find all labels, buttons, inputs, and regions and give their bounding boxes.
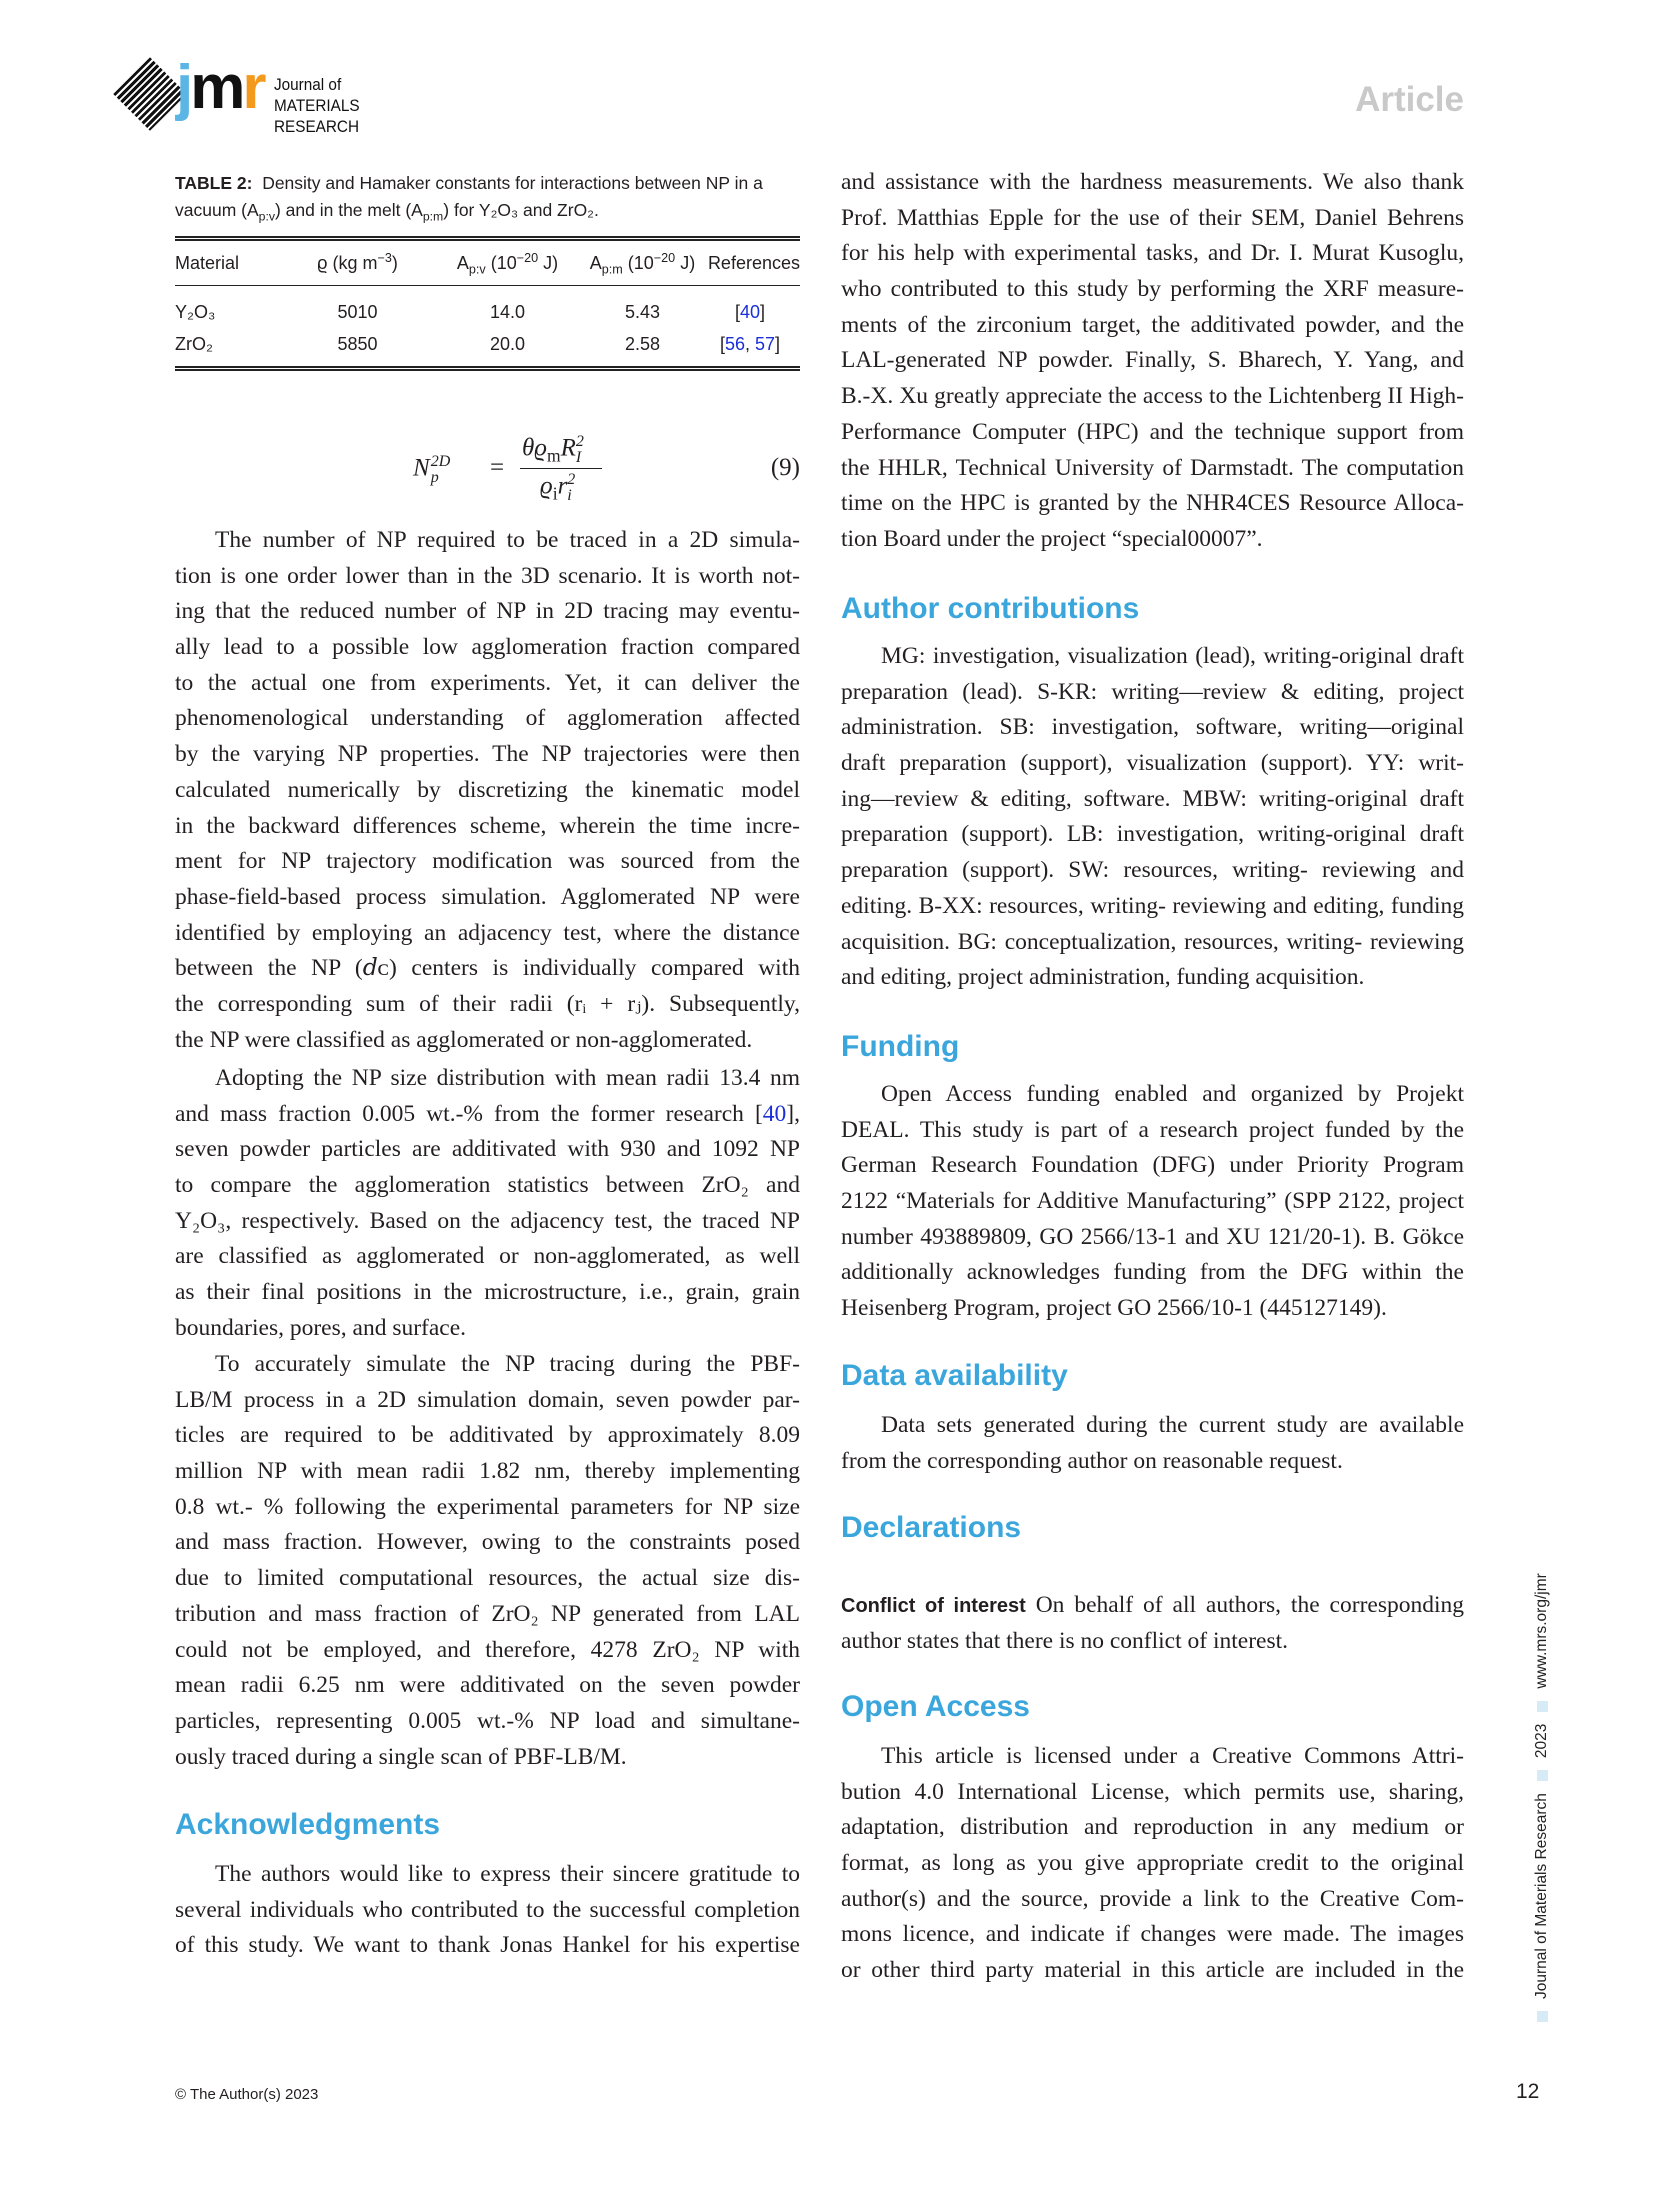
- text-line: and assistance with the hardness measurements. We also thank: [841, 169, 1464, 195]
- logo-m: m: [190, 53, 243, 122]
- text-line: Data sets generated during the current study are available: [881, 1412, 1464, 1438]
- inline-label: Conflict of interest: [841, 1595, 1026, 1617]
- text-line: the HHLR, Technical University of Darmstadt. The computation: [841, 454, 1464, 481]
- table-row: [175, 286, 800, 329]
- eq-sub: m: [546, 445, 561, 466]
- header-text: A: [456, 252, 469, 273]
- logo-jmr: [176, 52, 264, 123]
- paragraph: [175, 1857, 800, 1964]
- cell-apm: 2.58: [624, 333, 661, 354]
- logo-r: r: [242, 53, 264, 122]
- text-line: million NP with mean radii 1.82 nm, thereby implementing: [175, 1458, 800, 1485]
- equation-denominator: [540, 472, 575, 504]
- text-line: by the varying NP properties. The NP trajectories were then: [175, 741, 800, 768]
- text-line: ments of the zirconium target, the additivated powder, and the: [841, 311, 1464, 338]
- text-line: This article is licensed under a Creative Commons Attri-: [881, 1743, 1464, 1769]
- text-line: adaptation, distribution and reproduction in any medium or: [841, 1814, 1464, 1841]
- text-line: and mass fraction. However, owing to the constraints posed: [175, 1529, 800, 1556]
- header-text: J): [675, 252, 696, 273]
- text-line: Adopting the NP size distribution with mean radii 13.4 nm: [215, 1065, 800, 1091]
- text-line: MG: investigation, visualization (lead), writing-original draft: [881, 643, 1464, 669]
- equals-sign: =: [490, 454, 505, 481]
- text-line: preparation (support). SW: resources, writing- reviewing and: [841, 857, 1464, 884]
- caption-text: Density and Hamaker constants for interactions between NP in a vacuum (A: [175, 173, 763, 220]
- header-text: A: [589, 252, 602, 273]
- text-line: ing—review & editing, software. MBW: writing-original draft: [841, 785, 1464, 812]
- cell-apv: 14.0: [489, 301, 526, 322]
- text-line: B.-X. Xu greatly appreciate the access to the Lichtenberg II High-: [841, 383, 1464, 410]
- text-segment: On behalf of all authors, the corresponding: [1025, 1592, 1464, 1618]
- text-line: particles, representing 0.005 wt.-% NP load and simultane-: [175, 1707, 800, 1734]
- header-text: ): [391, 252, 398, 273]
- sidebar-square: [1537, 1701, 1548, 1712]
- section-heading-author-contributions: Author contributions: [841, 592, 1140, 625]
- eq-sup: 2D: [430, 453, 451, 470]
- cell-references: [700, 286, 800, 329]
- eq-sub: p: [430, 469, 439, 486]
- col-references: References: [707, 252, 800, 273]
- text-segment: and mass fraction 0.005 wt.-% from the former research [: [175, 1100, 763, 1127]
- text-line: boundaries, pores, and surface.: [175, 1314, 467, 1341]
- cell-density: 5010: [337, 301, 378, 322]
- eq-symbol: R: [560, 434, 576, 462]
- caption-sub: p:m: [422, 209, 444, 224]
- text-line: preparation (support). LB: investigation, writing-original draft: [841, 821, 1464, 848]
- equation-numerator: [522, 434, 584, 466]
- text-line: phenomenological understanding of agglomeration affected: [175, 705, 800, 732]
- text-line: for his help with experimental tasks, and Dr. I. Murat Kusoglu,: [841, 240, 1464, 267]
- eq-sub: i: [567, 487, 572, 504]
- text-line: ally lead to a possible low agglomeration fraction compared: [175, 634, 800, 661]
- text-line: Prof. Matthias Epple for the use of their SEM, Daniel Behrens: [841, 204, 1464, 231]
- text-line: LB/M process in a 2D simulation domain, seven powder par-: [175, 1386, 800, 1413]
- section-heading-declarations: Declarations: [841, 1511, 1022, 1544]
- cell-apv: 20.0: [489, 333, 526, 354]
- text-line: administration. SB: investigation, software, writing—original: [841, 714, 1464, 741]
- cell-material: ZrO₂: [175, 333, 213, 354]
- paragraph: [841, 1739, 1464, 1989]
- header-text: (10: [622, 252, 654, 273]
- text-line: are classified as agglomerated or non-agglomerated, as well: [175, 1243, 800, 1270]
- cell-references: [56, 57]: [719, 333, 781, 354]
- col-apv: [430, 239, 585, 286]
- text-line: German Research Foundation (DFG) under Priority Program: [841, 1152, 1464, 1179]
- copyright: © The Author(s) 2023: [175, 2086, 319, 2103]
- text-line: [175, 1097, 800, 1133]
- text-line: ment for NP trajectory modification was sourced from the: [175, 848, 800, 875]
- citation-link[interactable]: 40: [739, 301, 761, 322]
- text-line: 2122 “Materials for Additive Manufacturing” (SPP 2122, project: [841, 1188, 1464, 1215]
- paragraph: [841, 1077, 1464, 1327]
- header-sup: −3: [377, 250, 392, 265]
- equation-number: (9): [770, 454, 800, 481]
- header-sup: −20: [653, 250, 676, 265]
- col-material: Material: [175, 252, 240, 273]
- text-line: who contributed to this study by performing the XRF measure-: [841, 276, 1464, 303]
- bracket: ]: [775, 333, 781, 354]
- journal-name: [274, 74, 445, 137]
- text-line: several individuals who contributed to the successful completion: [175, 1896, 800, 1923]
- text-line: and editing, project administration, funding acquisition.: [841, 964, 1365, 991]
- hamaker-table: [175, 236, 800, 371]
- text-line: bution 4.0 International License, which permits use, sharing,: [841, 1778, 1464, 1805]
- text-line: mean radii 6.25 nm were additivated on the seven powder: [175, 1672, 800, 1699]
- text-line: of this study. We want to thank Jonas Hankel for his expertise: [175, 1932, 800, 1959]
- text-line: Y₂O₃, respectively. Based on the adjacency test, the traced NP: [175, 1207, 800, 1234]
- paragraph: [841, 1588, 1464, 1659]
- paragraph: [175, 1061, 800, 1347]
- table-caption: [175, 170, 800, 224]
- header-text: ϱ (kg m: [317, 252, 378, 273]
- table-header-row: [175, 239, 800, 286]
- text-line: To accurately simulate the NP tracing during the PBF-: [215, 1351, 800, 1377]
- cell-apm: 5.43: [624, 301, 661, 322]
- journal-name-line1: Journal of: [274, 75, 342, 94]
- paragraph: [175, 523, 800, 1058]
- header-sub: p:m: [601, 262, 623, 277]
- journal-name-line2: MATERIALS RESEARCH: [274, 96, 360, 136]
- text-line: LAL-generated NP powder. Finally, S. Bharech, Y. Yang, and: [841, 347, 1464, 374]
- text-line: Open Access funding enabled and organized by Projekt: [881, 1081, 1464, 1107]
- eq-symbol: ϱ: [540, 472, 553, 500]
- citation-link[interactable]: 56: [724, 333, 745, 354]
- equation-lhs: [413, 454, 450, 486]
- text-line: in the backward differences scheme, wherein the time incre-: [175, 812, 800, 839]
- equation-9: [410, 432, 800, 512]
- sidebar-url[interactable]: www.mrs.org/jmr: [1533, 1573, 1550, 1689]
- header-text: (10: [485, 252, 517, 273]
- sidebar-square: [1537, 1770, 1548, 1781]
- text-line: tribution and mass fraction of ZrO₂ NP generated from LAL: [175, 1600, 800, 1627]
- text-line: the NP were classified as agglomerated or non-agglomerated.: [175, 1026, 753, 1053]
- text-line: DEAL. This study is part of a research project funded by the: [841, 1116, 1464, 1143]
- text-line: phase-field-based process simulation. Agglomerated NP were: [175, 883, 800, 910]
- text-line: Performance Computer (HPC) and the technique support from: [841, 418, 1464, 445]
- eq-symbol: θϱ: [522, 434, 547, 462]
- text-line: preparation (lead). S-KR: writing—review & editing, project: [841, 678, 1464, 705]
- text-line: seven powder particles are additivated with 930 and 1092 NP: [175, 1136, 800, 1163]
- paragraph: [841, 639, 1464, 996]
- text-segment: ],: [786, 1100, 800, 1127]
- eq-sub: i: [552, 483, 558, 504]
- sidebar-year: 2023: [1533, 1723, 1550, 1759]
- text-line: number 493889809, GO 2566/13-1 and XU 121/20-1). B. Gökce: [841, 1223, 1464, 1250]
- text-line: [841, 1588, 1464, 1624]
- cell-density: 5850: [337, 333, 378, 354]
- text-line: to compare the agglomeration statistics between ZrO₂ and: [175, 1172, 800, 1199]
- section-heading-data-availability: Data availability: [841, 1359, 1068, 1392]
- header-sup: −20: [516, 250, 539, 265]
- eq-symbol: N: [413, 454, 430, 482]
- fraction-bar: [520, 468, 602, 469]
- article-type-label: Article: [1355, 80, 1464, 119]
- text-line: or other third party material in this article are included in the: [841, 1957, 1464, 1984]
- text-line: additionally acknowledges funding from the DFG within the: [841, 1259, 1464, 1286]
- text-line: the corresponding sum of their radii (rᵢ + rⱼ). Subsequently,: [175, 990, 800, 1017]
- eq-sup: 2: [567, 471, 576, 488]
- eq-sub: I: [575, 449, 582, 466]
- caption-text: ) and in the melt (A: [274, 200, 423, 220]
- text-line: due to limited computational resources, the actual size dis-: [175, 1565, 800, 1592]
- paragraph: [841, 165, 1464, 558]
- text-line: mons licence, and indicate if changes were made. The images: [841, 1921, 1464, 1948]
- text-line: author(s) and the source, provide a link to the Creative Com-: [841, 1885, 1464, 1912]
- caption-text: ) for Y₂O₃ and ZrO₂.: [443, 200, 599, 220]
- running-sidebar: [1533, 1573, 1551, 2022]
- text-line: ing that the reduced number of NP in 2D tracing may eventu-: [175, 598, 800, 625]
- col-apm: [585, 239, 700, 286]
- text-line: Heisenberg Program, project GO 2566/10-1 (445127149).: [841, 1295, 1387, 1322]
- caption-sub: p:v: [258, 209, 275, 224]
- text-line: tion Board under the project “special00007”.: [841, 525, 1263, 552]
- journal-logo: [124, 53, 464, 136]
- cell-material: Y₂O₃: [175, 301, 216, 322]
- text-line: between the NP (𝑑ᴄ) centers is individually compared with: [175, 955, 800, 982]
- section-heading-funding: Funding: [841, 1030, 960, 1063]
- sidebar-journal: Journal of Materials Research: [1533, 1793, 1550, 1999]
- table-row: [175, 328, 800, 369]
- text-line: could not be employed, and therefore, 4278 ZrO₂ NP with: [175, 1636, 800, 1663]
- eq-symbol: r: [557, 472, 568, 500]
- text-line: ously traced during a single scan of PBF-LB/M.: [175, 1743, 627, 1770]
- header-text: J): [538, 252, 559, 273]
- text-line: author states that there is no conflict of interest.: [841, 1627, 1289, 1654]
- text-line: draft preparation (support), visualization (support). YY: writ-: [841, 750, 1464, 777]
- eq-sup: 2: [575, 433, 584, 450]
- text-line: acquisition. BG: conceptualization, resources, writing- reviewing: [841, 928, 1464, 955]
- text-line: tion is one order lower than in the 3D scenario. It is worth not-: [175, 562, 800, 589]
- logo-j: j: [176, 53, 191, 122]
- header-sub: p:v: [468, 262, 486, 277]
- text-line: ticles are required to be additivated by approximately 8.09: [175, 1422, 800, 1449]
- text-line: as their final positions in the microstructure, i.e., grain, grain: [175, 1279, 800, 1306]
- citation-link[interactable]: 57: [755, 333, 776, 354]
- text-line: The number of NP required to be traced in a 2D simula-: [215, 527, 800, 553]
- text-line: time on the HPC is granted by the NHR4CES Resource Alloca-: [841, 490, 1464, 517]
- bracket: [: [719, 333, 725, 354]
- bracket: [: [734, 301, 740, 322]
- text-line: identified by employing an adjacency test, where the distance: [175, 919, 800, 946]
- col-density: [285, 239, 430, 286]
- paragraph: [841, 1408, 1464, 1479]
- sidebar-square: [1537, 2011, 1548, 2022]
- text-line: to the actual one from experiments. Yet, it can deliver the: [175, 669, 800, 696]
- page-number: 12: [1516, 2080, 1540, 2103]
- text-line: 0.8 wt.- % following the experimental parameters for NP size: [175, 1493, 800, 1520]
- table-label: TABLE 2:: [175, 173, 253, 193]
- text-line: calculated numerically by discretizing the kinematic model: [175, 776, 800, 803]
- text-line: format, as long as you give appropriate credit to the original: [841, 1850, 1464, 1877]
- text-line: from the corresponding author on reasonable request.: [841, 1447, 1343, 1474]
- bracket: ]: [760, 301, 766, 322]
- text-line: editing. B-XX: resources, writing- reviewing and editing, funding: [841, 892, 1464, 919]
- paragraph: [175, 1347, 800, 1775]
- section-heading-acknowledgments: Acknowledgments: [175, 1808, 441, 1841]
- section-heading-open-access: Open Access: [841, 1690, 1030, 1723]
- text-line: The authors would like to express their sincere gratitude to: [215, 1861, 800, 1887]
- citation-link[interactable]: 40: [762, 1100, 787, 1127]
